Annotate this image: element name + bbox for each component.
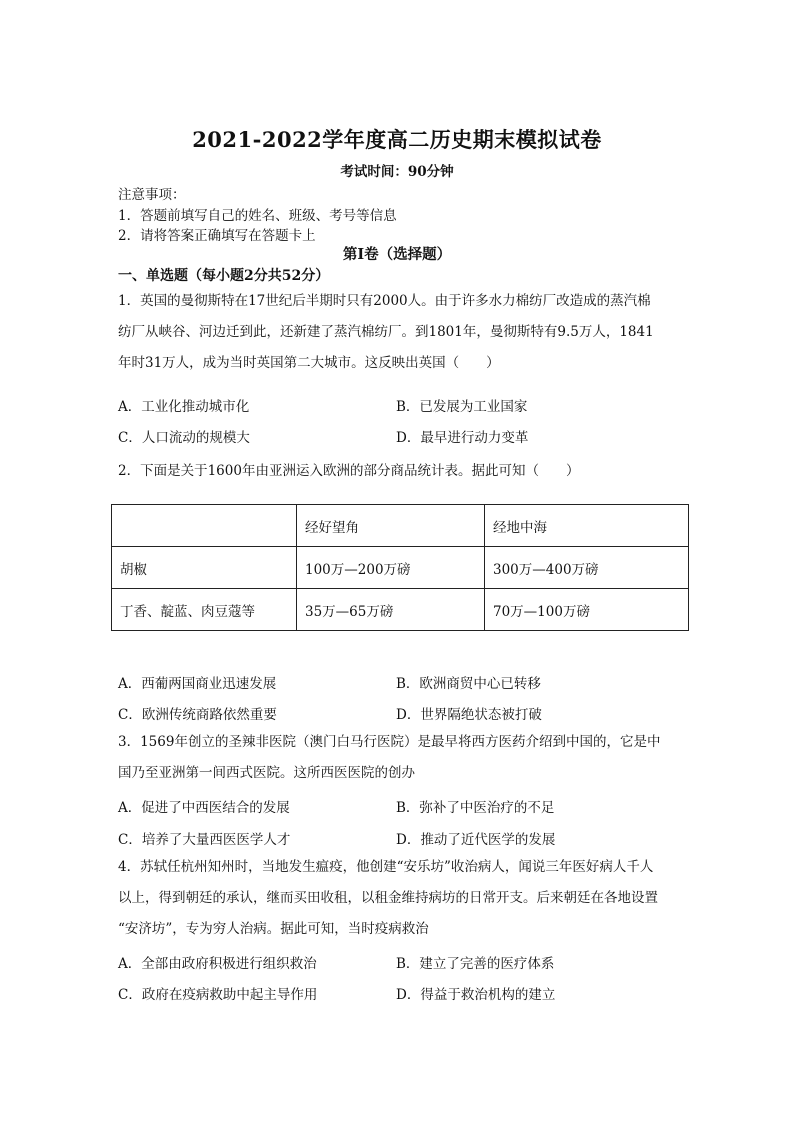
table-cell: 300万—400万磅 <box>485 547 689 589</box>
question-1-line-1: 1．英国的曼彻斯特在17世纪后半期时只有2000人。由于许多水力棉纺厂改造成的蒸汽棉 <box>118 293 651 309</box>
exam-title: 2021-2022学年度高二历史期末模拟试卷 <box>192 127 602 152</box>
table-cell: 100万—200万磅 <box>297 547 485 589</box>
q1-option-a[interactable]: A．工业化推动城市化 <box>118 399 250 415</box>
table-cell: 胡椒 <box>112 547 297 589</box>
question-2 <box>118 456 688 487</box>
q3-option-b[interactable]: B．弥补了中医治疗的不足 <box>396 800 555 816</box>
q1-option-b[interactable]: B．已发展为工业国家 <box>396 399 528 415</box>
note-item-2: 2．请将答案正确填写在答题卡上 <box>118 228 316 244</box>
q3-option-d[interactable]: D．推动了近代医学的发展 <box>396 832 556 848</box>
table-cell: 70万—100万磅 <box>485 589 689 631</box>
table-header-cell <box>112 505 297 547</box>
section-heading: 一、单选题（每小题2分共52分） <box>118 268 330 284</box>
question-3 <box>118 727 688 789</box>
exam-time: 考试时间：90分钟 <box>340 164 454 180</box>
question-1-line-3: 年时31万人，成为当时英国第二大城市。这反映出英国（ ） <box>118 355 500 371</box>
q1-option-d[interactable]: D．最早进行动力变革 <box>396 430 529 446</box>
q3-option-c[interactable]: C．培养了大量西医医学人才 <box>118 832 291 848</box>
question-3-line-1: 3．1569年创立的圣辣非医院（澳门白马行医院）是最早将西方医药介绍到中国的，它是中 <box>118 734 661 750</box>
q4-option-d[interactable]: D．得益于救治机构的建立 <box>396 987 556 1003</box>
q3-option-a[interactable]: A．促进了中西医结合的发展 <box>118 800 290 816</box>
question-1 <box>118 286 688 379</box>
q4-option-b[interactable]: B．建立了完善的医疗体系 <box>396 956 555 972</box>
note-item-1: 1．答题前填写自己的姓名、班级、考号等信息 <box>118 208 397 224</box>
table-header-cell: 经地中海 <box>485 505 689 547</box>
q2-option-d[interactable]: D．世界隔绝状态被打破 <box>396 707 542 723</box>
q4-option-c[interactable]: C．政府在疫病救助中起主导作用 <box>118 987 318 1003</box>
question-4 <box>118 852 688 945</box>
question-2-line-1: 2．下面是关于1600年由亚洲运入欧洲的部分商品统计表。据此可知（ ） <box>118 463 580 479</box>
question-4-line-3: “安济坊”，专为穷人治病。据此可知，当时疫病救治 <box>118 921 429 937</box>
question-1-line-2: 纺厂从峡谷、河边迁到此，还新建了蒸汽棉纺厂。到1801年，曼彻斯特有9.5万人，1841 <box>118 324 654 340</box>
q2-option-c[interactable]: C．欧洲传统商路依然重要 <box>118 707 277 723</box>
question-4-line-1: 4．苏轼任杭州知州时，当地发生瘟疫，他创建“安乐坊”收治病人，闻说三年医好病人千人 <box>118 859 654 875</box>
q1-option-c[interactable]: C．人口流动的规模大 <box>118 430 250 446</box>
question-3-line-2: 国乃至亚洲第一间西式医院。这所西医医院的创办 <box>118 765 415 781</box>
q4-option-a[interactable]: A．全部由政府积极进行组织救治 <box>118 956 317 972</box>
table-row <box>112 589 689 631</box>
table-header-cell: 经好望角 <box>297 505 485 547</box>
table-header-row <box>112 505 689 547</box>
table-row <box>112 547 689 589</box>
table-cell: 丁香、靛蓝、肉豆蔻等 <box>112 589 297 631</box>
q2-option-a[interactable]: A．西葡两国商业迅速发展 <box>118 676 277 692</box>
question-4-line-2: 以上，得到朝廷的承认，继而买田收租，以租金维持病坊的日常开支。后来朝廷在各地设置 <box>118 890 658 906</box>
table-cell: 35万—65万磅 <box>297 589 485 631</box>
part-title: 第I卷（选择题） <box>342 246 452 263</box>
notes-heading: 注意事项： <box>118 187 186 203</box>
q2-option-b[interactable]: B．欧洲商贸中心已转移 <box>396 676 541 692</box>
commodity-table <box>111 504 689 631</box>
